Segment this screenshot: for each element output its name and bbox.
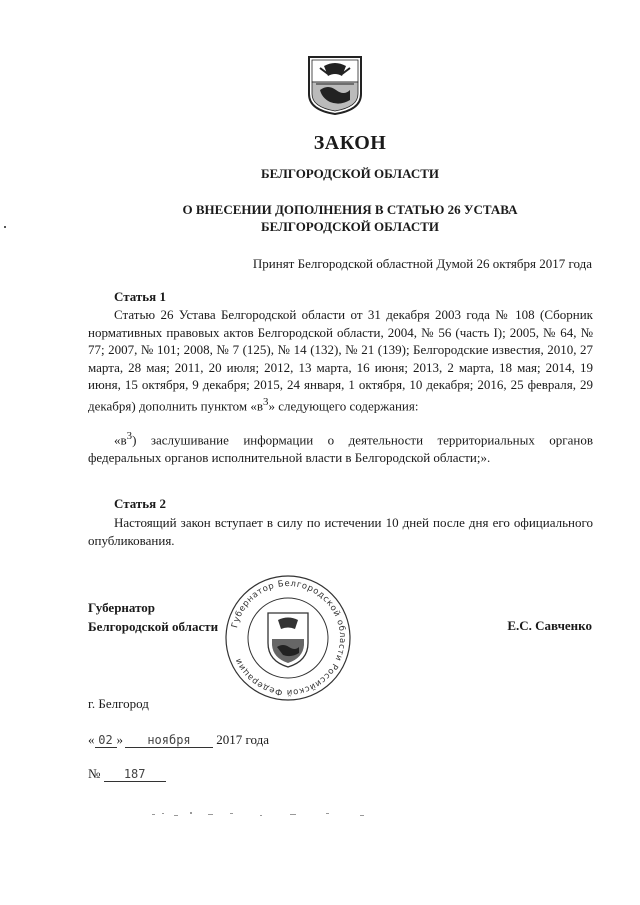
date-day: 02 bbox=[95, 733, 117, 748]
document-title: ЗАКОН bbox=[313, 132, 387, 154]
article-1-heading: Статья 1 bbox=[114, 289, 166, 304]
about-line-2: БЕЛГОРОДСКОЙ ОБЛАСТИ bbox=[260, 219, 440, 234]
article-1-p2-superscript: 3 bbox=[126, 430, 133, 442]
number-label: № bbox=[88, 766, 101, 781]
signatory-title-line-2: Белгородской области bbox=[88, 619, 219, 634]
article-1-text-end: » следующего содержания: bbox=[268, 397, 419, 413]
article-2-heading: Статья 2 bbox=[114, 496, 166, 511]
signatory-name: Е.С. Савченко bbox=[507, 618, 592, 633]
scan-artifacts bbox=[150, 806, 400, 820]
coat-of-arms-icon bbox=[306, 54, 364, 116]
date-quote-close: » bbox=[116, 732, 123, 747]
about-line-1: О ВНЕСЕНИИ ДОПОЛНЕНИЯ В СТАТЬЮ 26 УСТАВА bbox=[182, 202, 518, 217]
scan-speck bbox=[4, 226, 6, 228]
seal-text: Губернатор Белгородской области Российской Федерации bbox=[230, 578, 348, 698]
official-seal-icon bbox=[223, 573, 353, 703]
date-month: ноября bbox=[125, 733, 213, 748]
document-about bbox=[30, 201, 640, 235]
article-1-paragraph-2 bbox=[88, 428, 593, 466]
signatory-title-line-1: Губернатор bbox=[88, 600, 156, 615]
law-number bbox=[88, 766, 166, 782]
signing-city: г. Белгород bbox=[88, 696, 149, 711]
document-subtitle: БЕЛГОРОДСКОЙ ОБЛАСТИ bbox=[260, 166, 440, 181]
signing-date bbox=[88, 732, 269, 748]
article-1-p2-text: ) заслушивание информации о деятельности территориальных органов федеральных органов исполнительной власти в Белгородской области;». bbox=[88, 432, 593, 465]
article-2-paragraph bbox=[88, 514, 593, 549]
article-1-superscript: 3 bbox=[263, 395, 269, 408]
article-1-text: Статью 26 Устава Белгородской области от 31 декабря 2003 года № 108 (Сборник нормативных правовых актов Белгородской области, 2004, № 56 (часть I); 2005, № 64, № 77; 2007, № 101; 2008, № 7 (125), № 14 (132), № 21 (139); Белгородские известия, 2010, 27 марта, 28 мая; 2011, 20 июля; 2012, 13 марта, 16 июня; 2013, 2 марта, 18 мая; 2014, 19 июня, 15 октября, 9 декабря; 2015, 24 января, 1 октября, 10 декабря; 2016, 25 февраля, 29 декабря) дополнить пунктом «в bbox=[88, 307, 593, 413]
article-1-p2-start: «в bbox=[114, 432, 127, 448]
article-2-text: Настоящий закон вступает в силу по истечении 10 дней после дня его официального опубликования. bbox=[88, 515, 593, 548]
adoption-note: Принят Белгородской областной Думой 26 октября 2017 года bbox=[252, 256, 592, 271]
date-quote-open: « bbox=[88, 732, 95, 747]
signatory-title bbox=[88, 598, 218, 636]
number-value: 187 bbox=[104, 767, 166, 782]
article-1-paragraph-1 bbox=[88, 306, 593, 414]
date-year: 2017 года bbox=[216, 732, 270, 747]
